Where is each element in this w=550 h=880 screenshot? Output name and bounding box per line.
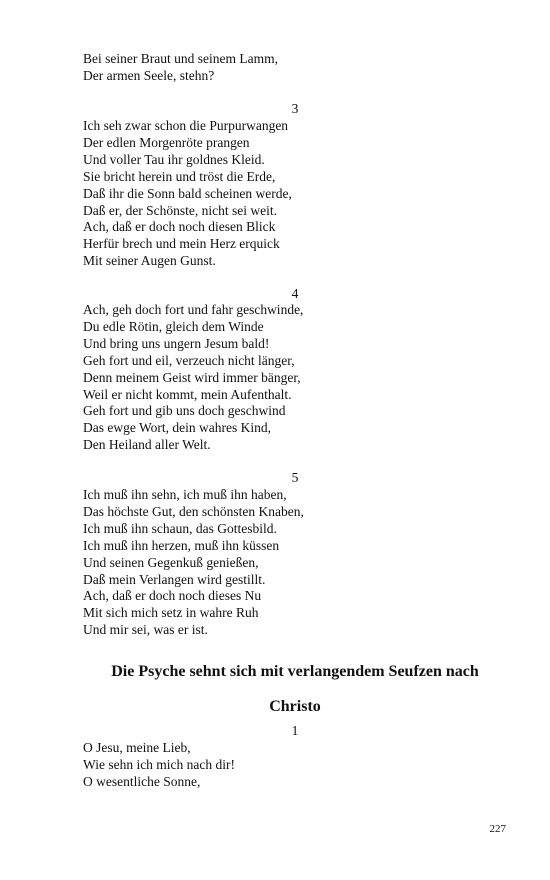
stanza-number-4: 4 (291, 286, 299, 301)
stanza-number-5: 5 (291, 470, 299, 485)
verse-line: Du edle Rötin, gleich dem Winde (83, 318, 264, 334)
stanza-1 (83, 740, 513, 791)
verse-line: Und bring uns ungern Jesum bald! (83, 335, 270, 351)
verse-line: Denn meinem Geist wird immer bänger, (83, 369, 301, 385)
stanza-4 (83, 302, 513, 454)
verse-line: Ich seh zwar schon die Purpurwangen (83, 118, 289, 133)
verse-line: Den Heiland aller Welt. (83, 437, 211, 453)
verse-line: Und mir sei, was er ist. (83, 622, 208, 638)
verse-line: Ach, geh doch fort und fahr geschwinde, (83, 302, 304, 317)
stanza-number-3: 3 (291, 101, 299, 116)
verse-line: Ich muß ihn sehn, ich muß ihn haben, (83, 487, 287, 502)
verse-line: Daß ihr die Sonn bald scheinen werde, (83, 185, 292, 201)
verse-line: Der armen Seele, stehn? (83, 67, 215, 83)
stanza-number-1: 1 (291, 723, 299, 738)
verse-line: Weil er nicht kommt, mein Aufenthalt. (83, 386, 292, 402)
verse-line: Geh fort und gib uns doch geschwind (83, 403, 286, 419)
page-number: 227 (489, 823, 506, 835)
stanza-3 (83, 118, 513, 270)
verse-line: Ich muß ihn herzen, muß ihn küssen (83, 537, 280, 553)
verse-line: Der edlen Morgenröte prangen (83, 134, 250, 150)
stanza-5 (83, 487, 513, 639)
verse-line: Das ewge Wort, dein wahres Kind, (83, 420, 271, 436)
verse-line: Ach, daß er doch noch diesen Blick (83, 219, 276, 235)
verse-line: Wie sehn ich mich nach dir! (83, 756, 236, 772)
verse-line: Mit seiner Augen Gunst. (83, 253, 216, 269)
verse-line: Das höchste Gut, den schönsten Knaben, (83, 503, 304, 519)
verse-line: Ach, daß er doch noch dieses Nu (83, 588, 262, 604)
verse-line: Mit sich mich setz in wahre Ruh (83, 605, 259, 621)
verse-line: Ich muß ihn schaun, das Gottesbild. (83, 520, 277, 536)
stanza-continuation (83, 51, 513, 85)
verse-line: Daß mein Verlangen wird gestillt. (83, 571, 266, 587)
poem-title-line-2: Christo (269, 698, 321, 715)
verse-line: Sie bricht herein und tröst die Erde, (83, 168, 276, 184)
verse-line: Geh fort und eil, verzeuch nicht länger, (83, 352, 295, 368)
verse-line: Bei seiner Braut und seinem Lamm, (83, 51, 278, 66)
poem-title-line-1: Die Psyche sehnt sich mit verlangendem Seufzen nach (111, 663, 479, 680)
verse-line: Herfür brech und mein Herz erquick (83, 236, 280, 252)
verse-line: O wesentliche Sonne, (83, 773, 201, 789)
verse-line: Daß er, der Schönste, nicht sei weit. (83, 202, 278, 218)
verse-line: Und voller Tau ihr goldnes Kleid. (83, 151, 265, 167)
verse-line: O Jesu, meine Lieb, (83, 740, 191, 755)
verse-line: Und seinen Gegenkuß genießen, (83, 554, 259, 570)
